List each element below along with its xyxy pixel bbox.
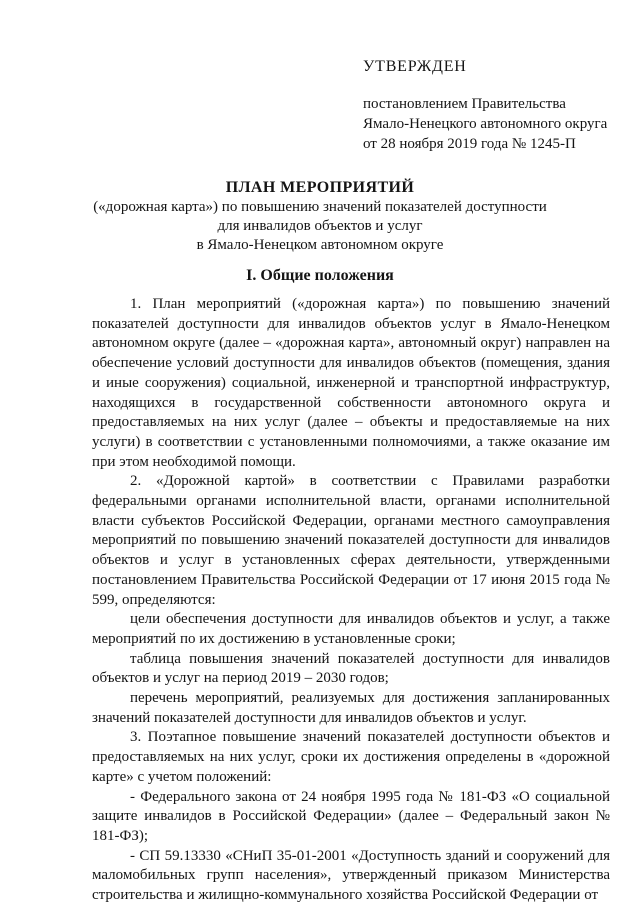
paragraph: цели обеспечения доступности для инвалидов объектов и услуг, а также мероприятий по их достижению в установленные сроки; bbox=[92, 611, 610, 647]
approval-heading: УТВЕРЖДЕН bbox=[363, 58, 467, 75]
paragraph: 1. План мероприятий («дорожная карта») по повышению значений показателей доступности для инвалидов объектов услуг в Ямало-Ненецком автономном округе (далее – «дорожная карта», автономный округ) направлен на обеспечение условий доступности для инвалидов объектов (помещения, здания и иные сооружения) социальной, инженерной и транспортной инфраструктур, находящихся в государственной собственности автономного округа и предоставляемых на них услуг (далее – объекты и предоставляемые на них услуги) в соответствии с установленными полномочиями, а также оказание им при этом необходимой помощи. bbox=[92, 296, 610, 470]
approval-details bbox=[363, 94, 607, 154]
approval-line: постановлением Правительства bbox=[363, 96, 566, 112]
approval-line: от 28 ноября 2019 года № 1245-П bbox=[363, 136, 576, 152]
paragraph: - СП 59.13330 «СНиП 35-01-2001 «Доступность зданий и сооружений для маломобильных групп населения», утвержденный приказом Министерства строительства и жилищно-коммунального хозяйства Российской Федерации от bbox=[92, 847, 610, 904]
paragraph: 2. «Дорожной картой» в соответствии с Правилами разработки федеральными органами исполнительной власти, органами исполнительной власти субъектов Российской Федерации, органами местного самоуправления мероприятий по повышению значений показателей доступности для инвалидов объектов и услуг в установленных сферах деятельности, утвержденными постановлением Правительства Российской Федерации от 17 июня 2015 года № 599, определяются: bbox=[92, 473, 610, 608]
title-main: ПЛАН МЕРОПРИЯТИЙ bbox=[225, 179, 415, 196]
approval-line: Ямало-Ненецкого автономного округа bbox=[363, 116, 608, 132]
paragraph: 3. Поэтапное повышение значений показателей доступности объектов и предоставляемых на них услуг, сроки их достижения определены в «дорожной карте» с учетом положений: bbox=[92, 729, 610, 785]
paragraph: таблица повышения значений показателей доступности для инвалидов объектов и услуг на период 2019 – 2030 годов; bbox=[92, 650, 610, 687]
title-line: («дорожная карта») по повышению значений показателей доступности bbox=[93, 199, 547, 215]
title-line: для инвалидов объектов и услуг bbox=[217, 218, 423, 234]
document-title bbox=[60, 178, 580, 255]
paragraph: - Федерального закона от 24 ноября 1995 года № 181-ФЗ «О социальной защите инвалидов в Российской Федерации» (далее – Федеральный закон № 181-ФЗ); bbox=[92, 788, 610, 844]
title-line: в Ямало-Ненецком автономном округе bbox=[196, 237, 444, 253]
section-heading: I. Общие положения bbox=[246, 267, 394, 284]
paragraph: перечень мероприятий, реализуемых для достижения запланированных значений показателей доступности для инвалидов объектов и услуг. bbox=[92, 690, 610, 726]
section-body bbox=[92, 295, 610, 906]
